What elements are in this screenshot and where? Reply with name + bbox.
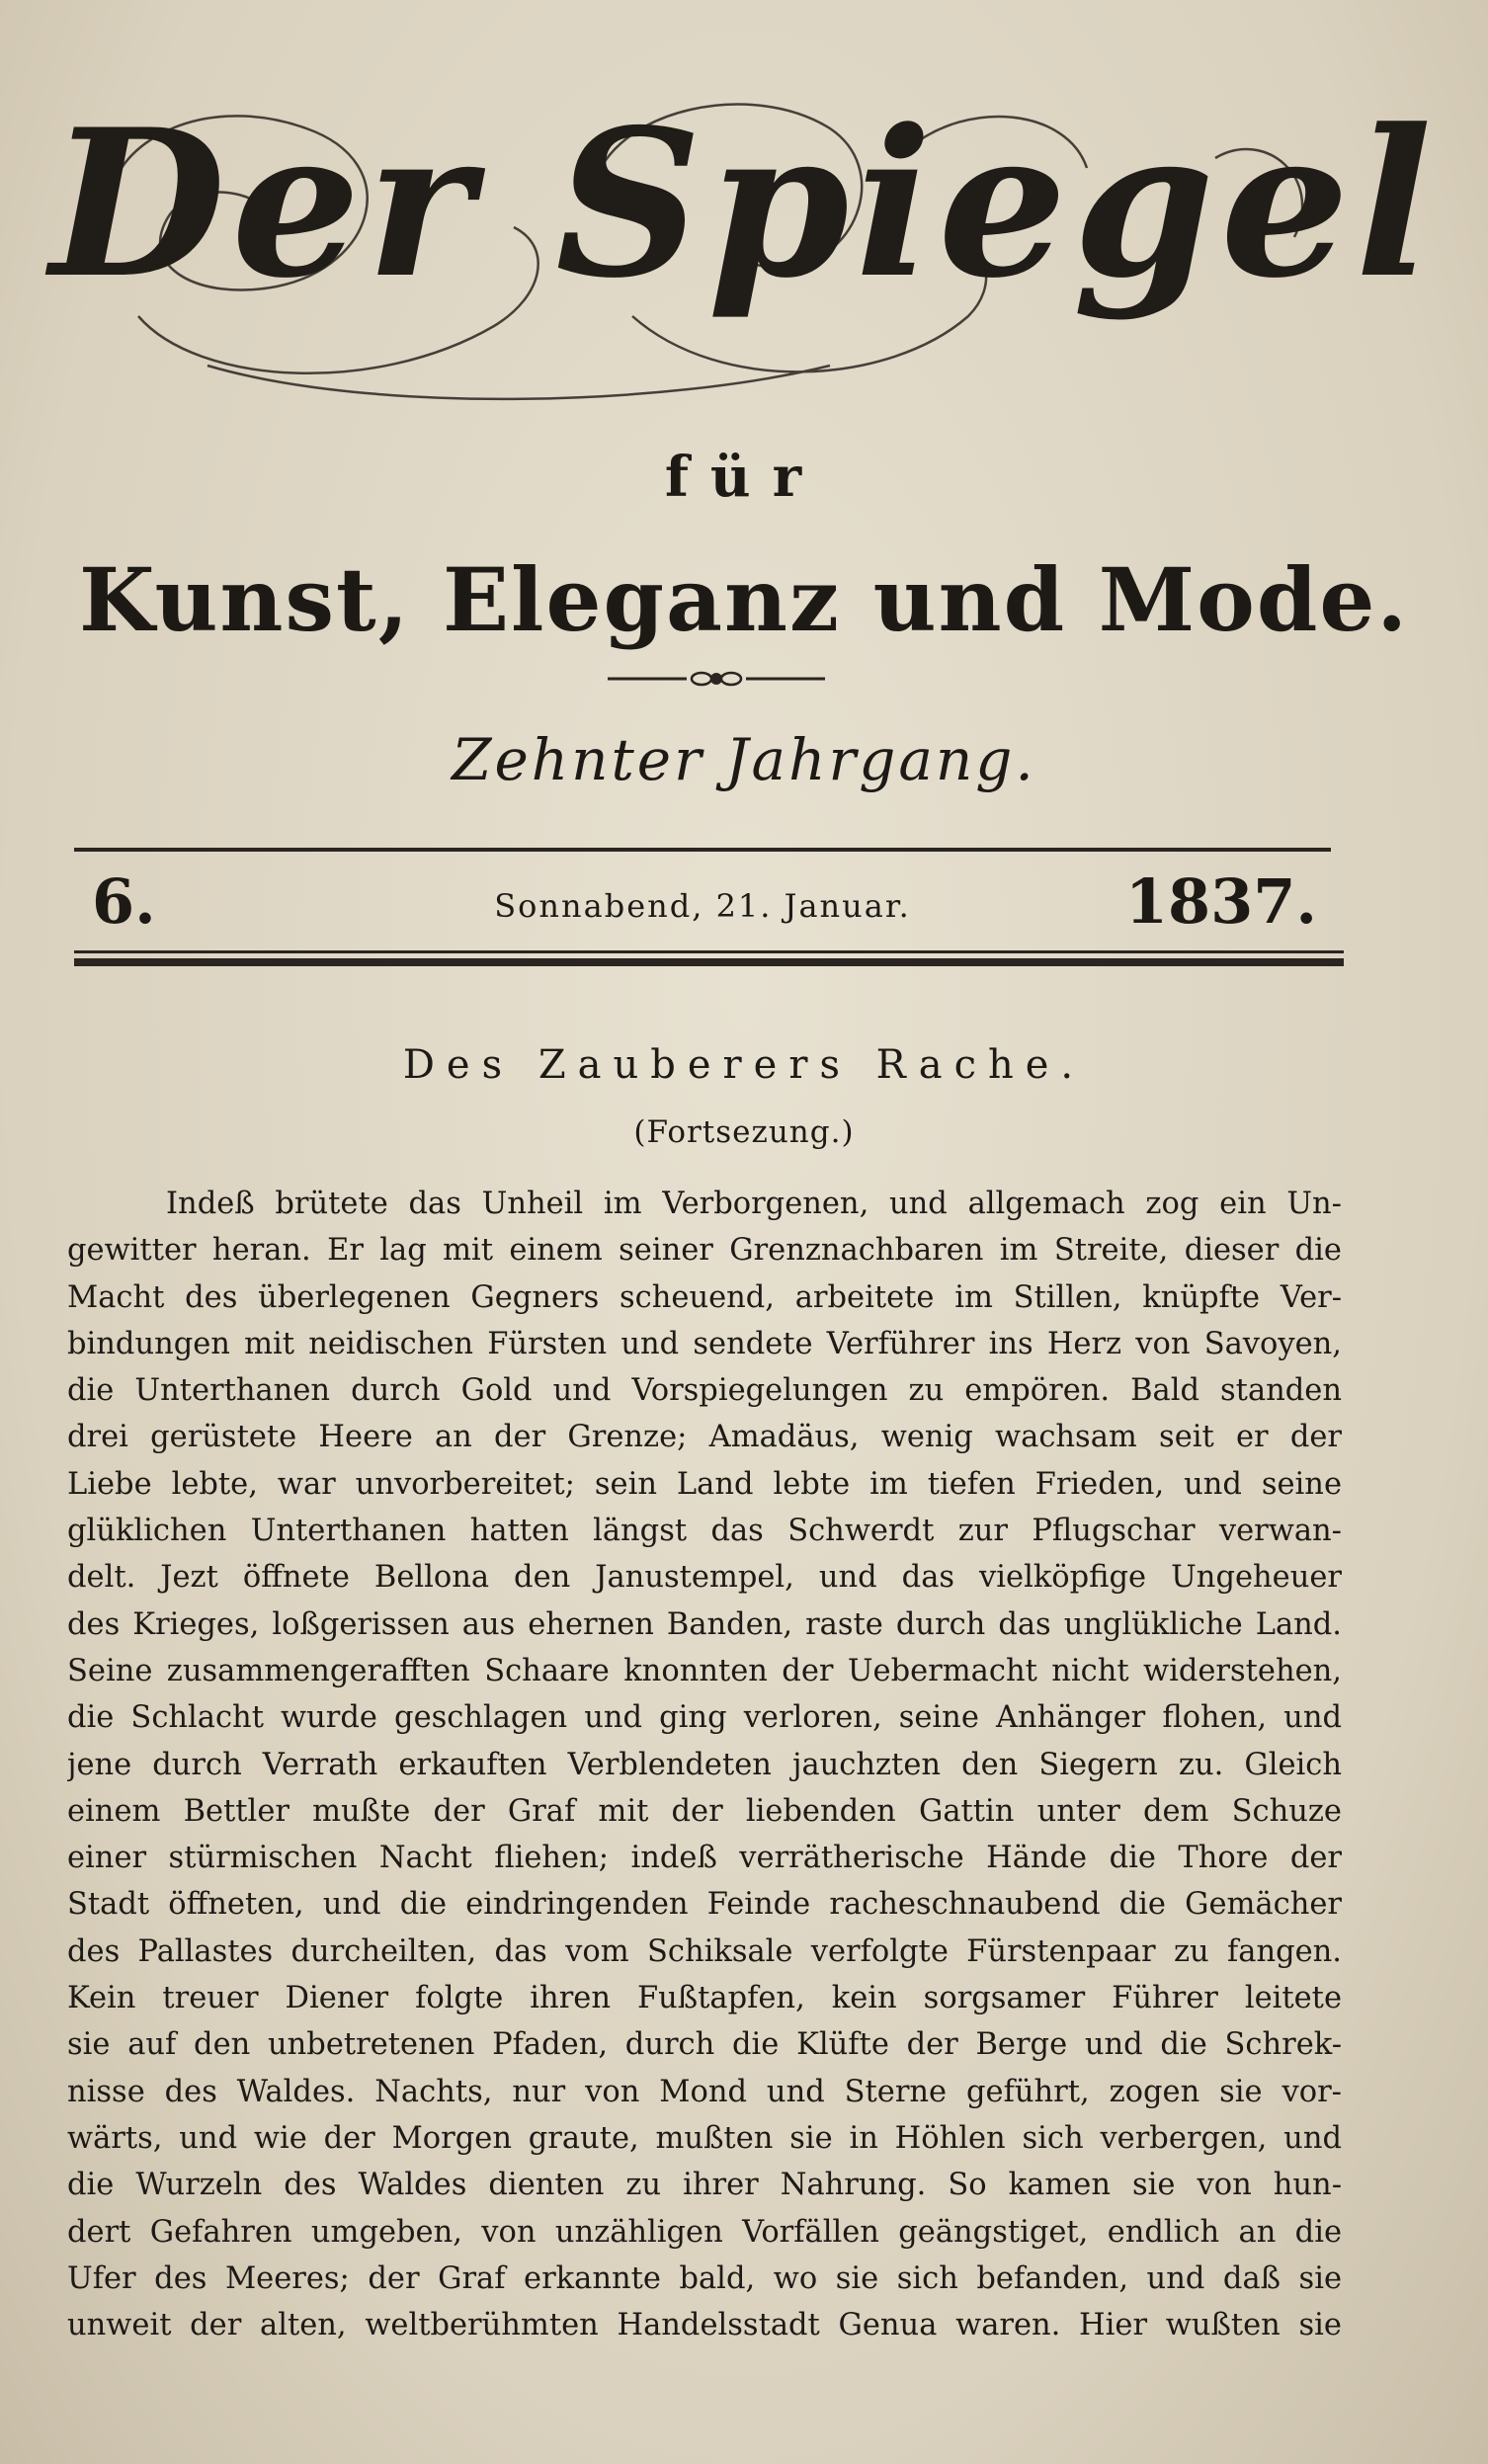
text-line: die Unterthanen durch Gold und Vorspiegelungen zu empören. Bald standen — [67, 1373, 1342, 1409]
text-line: glüklichen Unterthanen hatten längst das Schwerdt zur Pflugschar verwan- — [67, 1514, 1342, 1549]
text-line: Kein treuer Diener folgte ihren Fußtapfen, kein sorgsamer Führer leitete — [67, 1981, 1342, 2016]
masthead-volume: Zehnter Jahrgang. — [452, 726, 1036, 793]
text-line: die Schlacht wurde geschlagen und ging verloren, seine Anhänger flohen, und — [67, 1700, 1342, 1736]
masthead-subtitle: Kunst, Eleganz und Mode. — [79, 548, 1409, 651]
issue-date: Sonnabend, 21. Januar. — [494, 887, 911, 925]
text-line: jene durch Verrath erkauften Verblendeten jauchzten den Siegern zu. Gleich — [67, 1747, 1342, 1782]
text-line: nisse des Waldes. Nachts, nur von Mond und Sterne geführt, zogen sie vor- — [67, 2074, 1342, 2109]
text-line: delt. Jezt öffnete Bellona den Janustempel, und das vielköpfige Ungeheuer — [67, 1560, 1342, 1596]
text-line: die Wurzeln des Waldes dienten zu ihrer Nahrung. So kamen sie von hun- — [67, 2168, 1342, 2203]
text-line: Seine zusammengerafften Schaare knonnten der Uebermacht nicht widerstehen, — [67, 1653, 1342, 1688]
text-line: Macht des überlegenen Gegners scheuend, arbeitete im Stillen, knüpfte Ver- — [67, 1279, 1342, 1315]
text-line: dert Gefahren umgeben, von unzähligen Vorfällen geängstiget, endlich an die — [67, 2214, 1342, 2250]
top-rule — [74, 848, 1331, 852]
issue-number: 6. — [92, 865, 156, 938]
text-line: unweit der alten, weltberühmten Handelsstadt Genua waren. Hier wußten sie — [67, 2308, 1342, 2343]
text-line: drei gerüstete Heere an der Grenze; Amadäus, wenig wachsam seit er der — [67, 1420, 1342, 1455]
double-rule-thick — [74, 958, 1344, 966]
text-line: des Krieges, loßgerissen aus ehernen Banden, raste durch das unglükliche Land. — [67, 1606, 1342, 1642]
masthead-fuer: für — [664, 445, 824, 510]
issue-year: 1837. — [1124, 865, 1317, 938]
article-body — [67, 1181, 1342, 2348]
masthead-title: Der Spiegel — [49, 86, 1439, 323]
text-line: Liebe lebte, war unvorbereitet; sein Land lebte im tiefen Frieden, und seine — [67, 1466, 1342, 1502]
ornament-divider — [608, 664, 825, 694]
text-line: gewitter heran. Er lag mit einem seiner Grenznachbaren im Streite, dieser die — [67, 1233, 1342, 1269]
double-rule-thin — [74, 950, 1344, 953]
text-line: Ufer des Meeres; der Graf erkannte bald, wo sie sich befanden, und daß sie — [67, 2260, 1342, 2296]
text-line: bindungen mit neidischen Fürsten und sendete Verführer ins Herz von Savoyen, — [67, 1326, 1342, 1361]
text-line: wärts, und wie der Morgen graute, mußten sie in Höhlen sich verbergen, und — [67, 2120, 1342, 2156]
text-line: Stadt öffneten, und die eindringenden Feinde racheschnaubend die Gemächer — [67, 1887, 1342, 1923]
dateline — [74, 860, 1331, 948]
text-line: einem Bettler mußte der Graf mit der liebenden Gattin unter dem Schuze — [67, 1793, 1342, 1829]
text-line: einer stürmischen Nacht fliehen; indeß verrätherische Hände die Thore der — [67, 1841, 1342, 1876]
article-subtitle: (Fortsezung.) — [633, 1114, 855, 1150]
text-line: des Pallastes durcheilten, das vom Schiksale verfolgte Fürstenpaar zu fangen. — [67, 1933, 1342, 1969]
text-line: sie auf den unbetretenen Pfaden, durch die Klüfte der Berge und die Schrek- — [67, 2027, 1342, 2063]
article-title: Des Zauberers Rache. — [402, 1042, 1086, 1088]
text-line: Indeß brütete das Unheil im Verborgenen, und allgemach zog ein Un- — [166, 1187, 1342, 1221]
